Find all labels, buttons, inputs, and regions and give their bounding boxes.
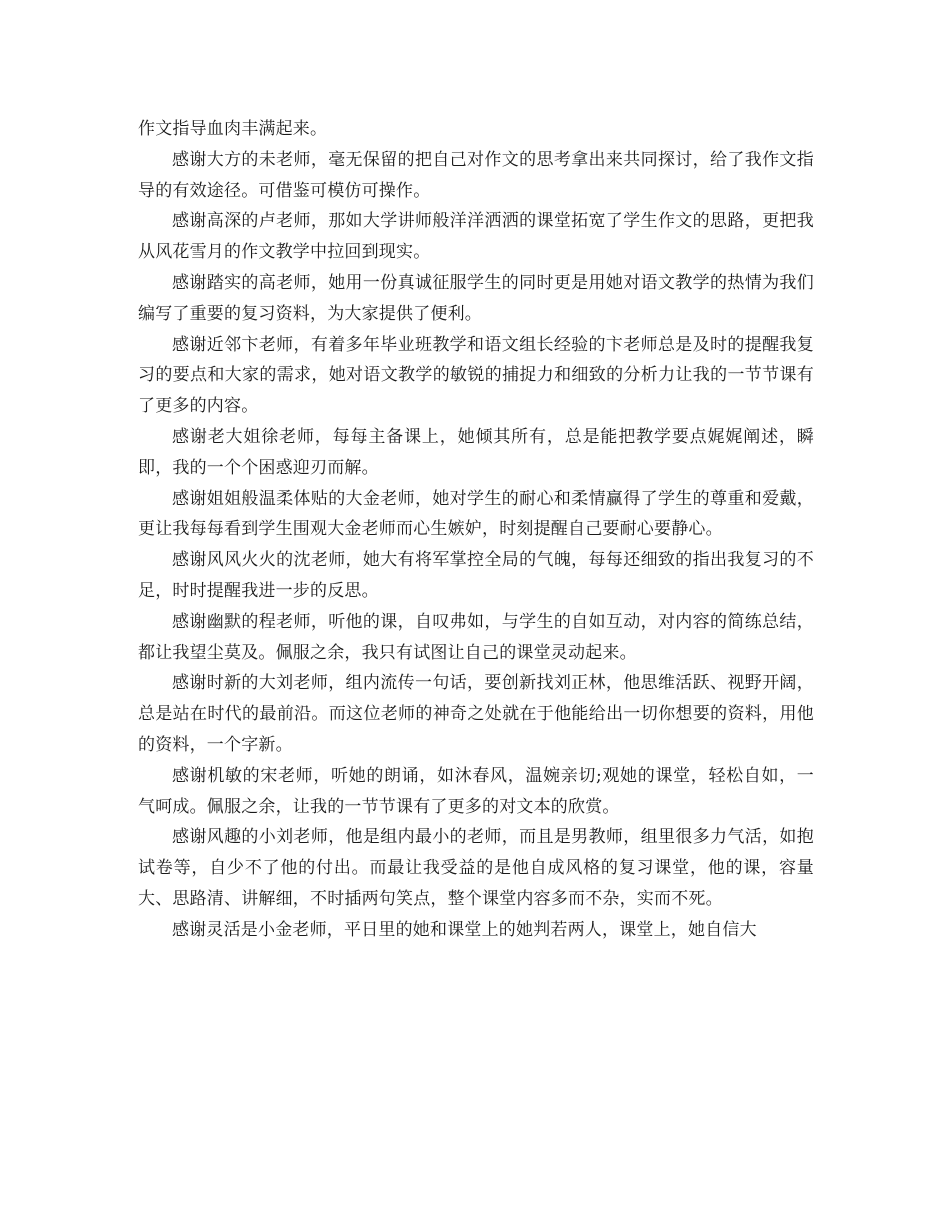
paragraph-teacher-big-jin: 感谢姐姐般温柔体贴的大金老师，她对学生的耐心和柔情赢得了学生的尊重和爱戴，更让我每每看到学生围观大金老师而心生嫉妒，时刻提醒自己要耐心要静心。 <box>138 488 814 540</box>
paragraph-teacher-cheng: 感谢幽默的程老师，听他的课，自叹弗如，与学生的自如互动，对内容的简练总结，都让我望尘莫及。佩服之余，我只有试图让自己的课堂灵动起来。 <box>138 611 814 663</box>
paragraph-teacher-little-jin: 感谢灵活是小金老师，平日里的她和课堂上的她判若两人，课堂上，她自信大 <box>172 919 757 940</box>
paragraph-teacher-xu: 感谢老大姐徐老师，每每主备课上，她倾其所有，总是能把教学要点娓娓阐述，瞬即，我的一个个困惑迎刃而解。 <box>138 426 814 478</box>
paragraph-teacher-song: 感谢机敏的宋老师，听她的朗诵，如沐春风，温婉亲切;观她的课堂，轻松自如，一气呵成。佩服之余，让我的一节节课有了更多的对文本的欣赏。 <box>138 765 814 817</box>
document-body <box>138 114 814 946</box>
paragraph-teacher-lu: 感谢高深的卢老师，那如大学讲师般洋洋洒洒的课堂拓宽了学生作文的思路，更把我从风花雪月的作文教学中拉回到现实。 <box>138 211 814 263</box>
paragraph-teacher-big-liu: 感谢时新的大刘老师，组内流传一句话，要创新找刘正林，他思维活跃、视野开阔，总是站在时代的最前沿。而这位老师的神奇之处就在于他能给出一切你想要的资料，用他的资料，一个字新。 <box>138 673 814 755</box>
paragraph-teacher-shen: 感谢风风火火的沈老师，她大有将军掌控全局的气魄，每每还细致的指出我复习的不足，时时提醒我进一步的反思。 <box>138 550 814 601</box>
paragraph-teacher-little-liu: 感谢风趣的小刘老师，他是组内最小的老师，而且是男教师，组里很多力气活，如抱试卷等，自少不了他的付出。而最让我受益的是他自成风格的复习课堂，他的课，容量大、思路清、讲解细，不时插两句笑点，整个课堂内容多而不杂，实而不死。 <box>138 827 814 909</box>
paragraph-teacher-wei: 感谢大方的未老师，毫无保留的把自己对作文的思考拿出来共同探讨，给了我作文指导的有效途径。可借鉴可模仿可操作。 <box>138 149 814 201</box>
paragraph-continuation: 作文指导血肉丰满起来。 <box>138 119 328 139</box>
paragraph-teacher-bian: 感谢近邻卞老师，有着多年毕业班教学和语文组长经验的卞老师总是及时的提醒我复习的要点和大家的需求，她对语文教学的敏锐的捕捉力和细致的分析力让我的一节节课有了更多的内容。 <box>138 334 814 417</box>
paragraph-teacher-gao: 感谢踏实的高老师，她用一份真诚征服学生的同时更是用她对语文教学的热情为我们编写了重要的复习资料，为大家提供了便利。 <box>138 272 814 324</box>
